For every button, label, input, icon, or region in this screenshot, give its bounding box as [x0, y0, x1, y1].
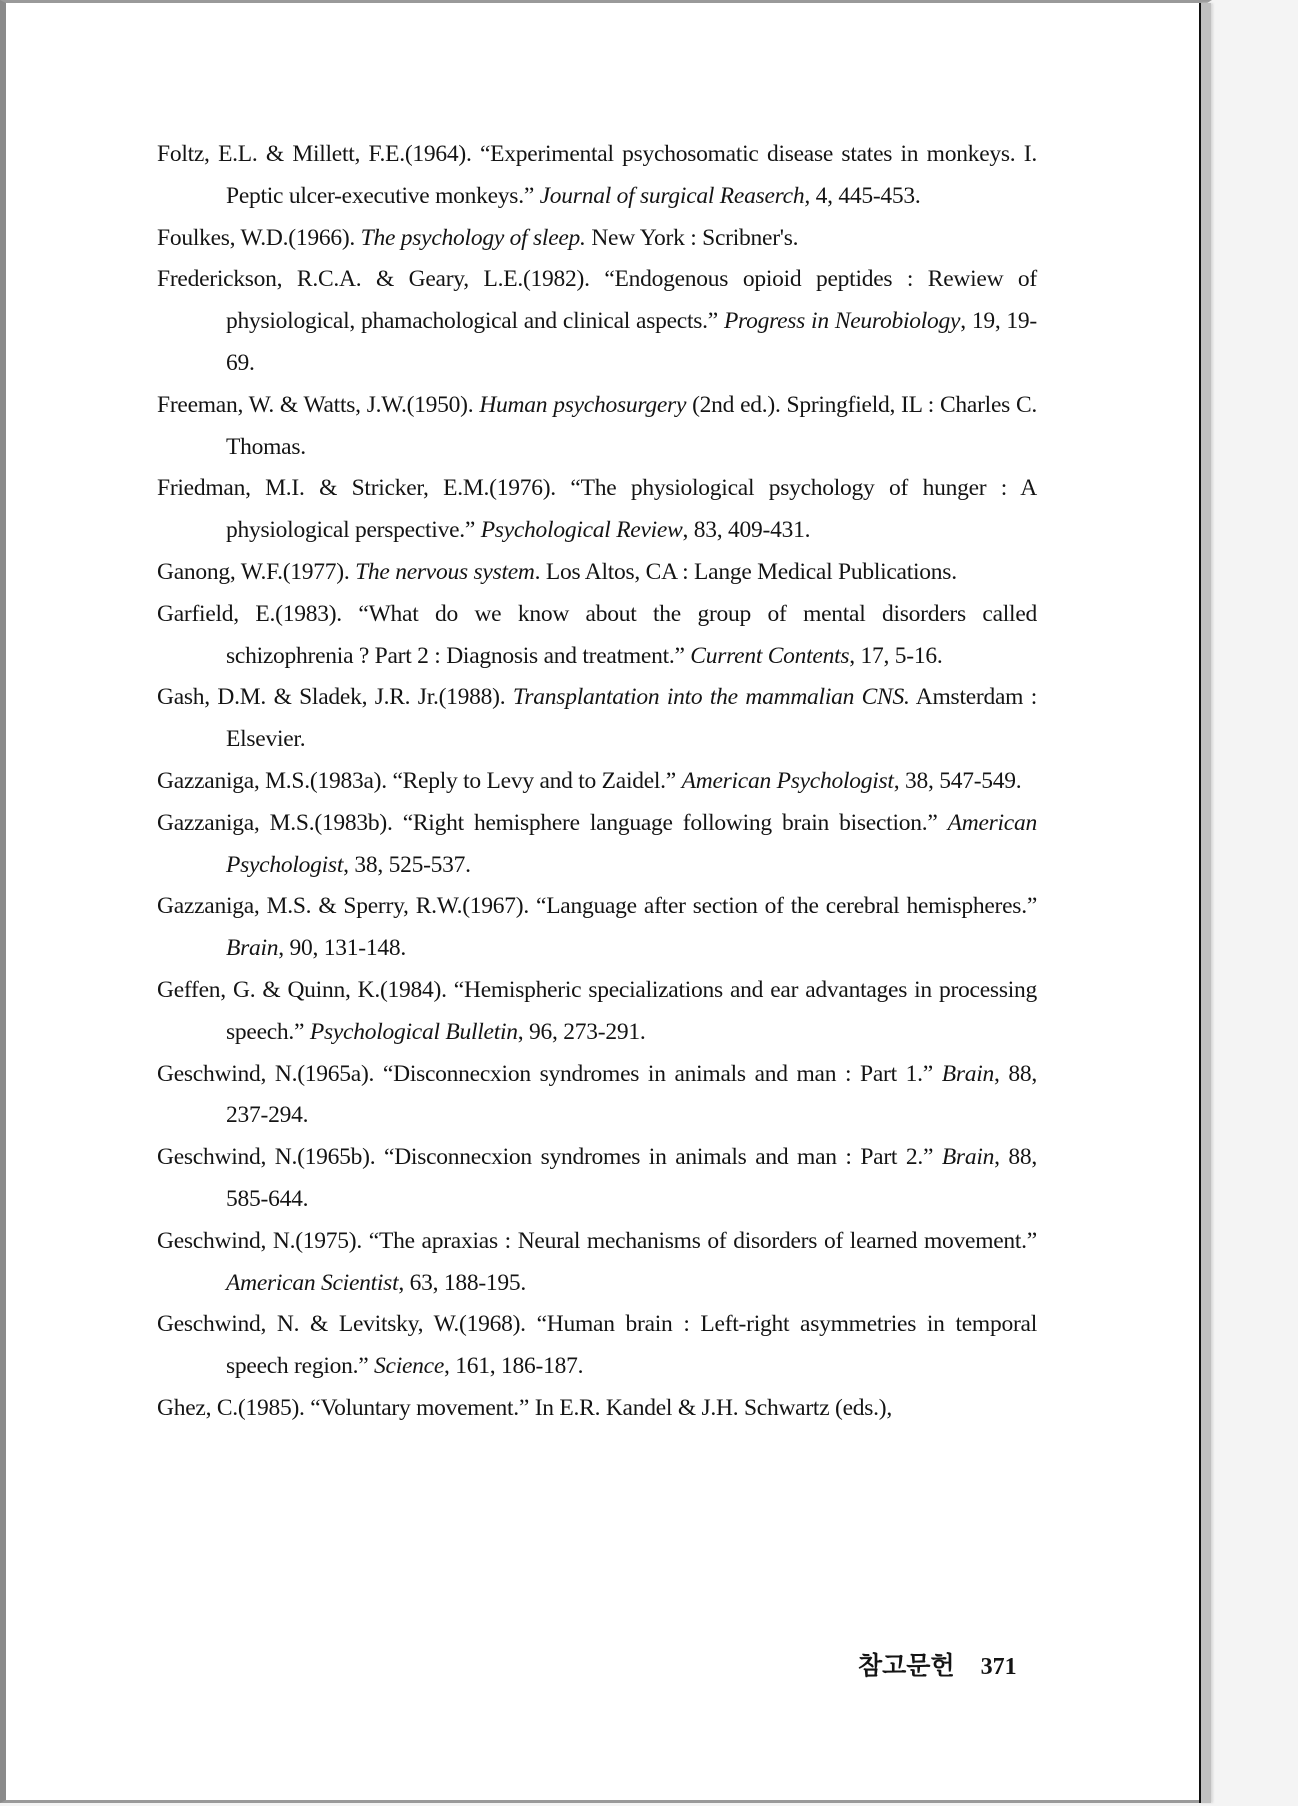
reference-source: The psychology of sleep. [360, 224, 586, 251]
reference-entry [157, 1388, 1037, 1430]
reference-entry [157, 552, 1037, 594]
reference-entry [157, 594, 1037, 678]
page-number: 371 [980, 1654, 1017, 1680]
reference-entry [157, 385, 1037, 469]
reference-details: 4, 445-453. [809, 182, 921, 209]
reference-text: Foulkes, W.D.(1966). [157, 224, 361, 251]
reference-details: , 88, 585-644. [226, 1144, 1037, 1212]
reference-entry [157, 218, 1037, 260]
reference-entry [157, 970, 1037, 1054]
section-title: 참고문헌 [858, 1651, 955, 1680]
reference-entry [157, 1221, 1037, 1305]
reference-entry [157, 761, 1037, 803]
reference-entry [157, 1137, 1037, 1221]
reference-source: Science [374, 1353, 445, 1380]
reference-text: Ganong, W.F.(1977). [157, 558, 356, 585]
reference-text: Gazzaniga, M.S. & Sperry, R.W.(1967). “Language after section of the cerebral hemispheres.” [157, 893, 1037, 920]
reference-details: , 161, 186-187. [444, 1353, 584, 1380]
reference-source: Progress in Neurobiology [723, 308, 961, 335]
reference-source: American Psychologist [226, 809, 1037, 878]
reference-source: Brain [226, 935, 279, 962]
reference-details: , 90, 131-148. [278, 935, 406, 962]
reference-text: Friedman, M.I. & Stricker, E.M.(1976). “The physiological psychology of hunger : A physiological perspective.” [157, 475, 1037, 544]
reference-text: Geschwind, N.(1965b). “Disconnecxion syndromes in animals and man : Part 2.” [157, 1144, 942, 1171]
reference-source: Brain [941, 1144, 995, 1171]
reference-entry [157, 468, 1037, 552]
reference-entry [157, 259, 1037, 384]
reference-details: . Los Altos, CA : Lange Medical Publications. [534, 558, 957, 585]
reference-text: Gazzaniga, M.S.(1983a). “Reply to Levy and to Zaidel.” [157, 767, 682, 794]
reference-details: (2nd ed.). Springfield, IL : Charles C. Thomas. [226, 391, 1038, 460]
reference-source: Journal of surgical Reaserch, [539, 182, 810, 209]
reference-details: , 38, 547-549. [893, 767, 1022, 794]
reference-text: Foltz, E.L. & Millett, F.E.(1964). “Experimental psychosomatic disease states in monkeys. I. Peptic ulcer-executive monkeys.” [157, 141, 1037, 209]
reference-text: Freeman, W. & Watts, J.W.(1950). [157, 391, 480, 418]
reference-details: , 17, 5-16. [849, 642, 943, 669]
reference-details: , 96, 273-291. [517, 1018, 646, 1045]
reference-details: Amsterdam : Elsevier. [226, 684, 1037, 753]
reference-details: , 88, 237-294. [226, 1060, 1038, 1129]
reference-details: , 63, 188-195. [398, 1269, 527, 1296]
page-spine [1199, 3, 1211, 1803]
reference-entry [157, 677, 1037, 761]
reference-source: Brain [941, 1060, 994, 1087]
reference-entry [157, 1304, 1037, 1388]
reference-source: Current Contents [690, 642, 850, 669]
reference-source: Psychological Review [480, 517, 683, 544]
reference-text: Garfield, E.(1983). “What do we know about the group of mental disorders called schizophrenia ? Part 2 : Diagnosis and treatment.” [157, 600, 1037, 669]
reference-text: Gash, D.M. & Sladek, J.R. Jr.(1988). [157, 684, 513, 711]
page-footer [858, 1646, 1017, 1682]
reference-text: Gazzaniga, M.S.(1983b). “Right hemisphere language following brain bisection.” [157, 809, 948, 836]
reference-text: Geffen, G. & Quinn, K.(1984). “Hemispheric specializations and ear advantages in processing speech.” [157, 976, 1037, 1045]
reference-details: , 38, 525-537. [343, 851, 471, 878]
reference-details: , 19, 19-69. [226, 308, 1037, 376]
reference-text: Geschwind, N. & Levitsky, W.(1968). “Human brain : Left-right asymmetries in temporal speech region.” [157, 1311, 1037, 1380]
reference-source: American Psychologist [681, 767, 894, 794]
reference-details: New York : Scribner's. [585, 224, 799, 251]
reference-source: The nervous system [355, 558, 535, 585]
reference-entry [157, 886, 1037, 970]
reference-source: Psychological Bulletin [309, 1018, 518, 1045]
reference-details: , 83, 409-431. [682, 517, 811, 544]
reference-text: Geschwind, N.(1975). “The apraxias : Neural mechanisms of disorders of learned movement.” [157, 1227, 1037, 1254]
reference-source: Human psychosurgery [479, 391, 687, 418]
reference-text: Frederickson, R.C.A. & Geary, L.E.(1982). “Endogenous opioid peptides : Rewiew of physiological, phamachological and clinical aspects.” [157, 266, 1037, 335]
reference-text: Ghez, C.(1985). “Voluntary movement.” In E.R. Kandel & J.H. Schwartz (eds.), [157, 1394, 892, 1421]
reference-entry [157, 803, 1037, 887]
reference-source: American Scientist [226, 1269, 399, 1296]
reference-list [157, 134, 1037, 1430]
reference-entry [157, 1054, 1037, 1138]
reference-source: Transplantation into the mammalian CNS. [512, 684, 910, 711]
reference-entry [157, 134, 1037, 218]
reference-text: Geschwind, N.(1965a). “Disconnecxion syndromes in animals and man : Part 1.” [157, 1060, 942, 1087]
